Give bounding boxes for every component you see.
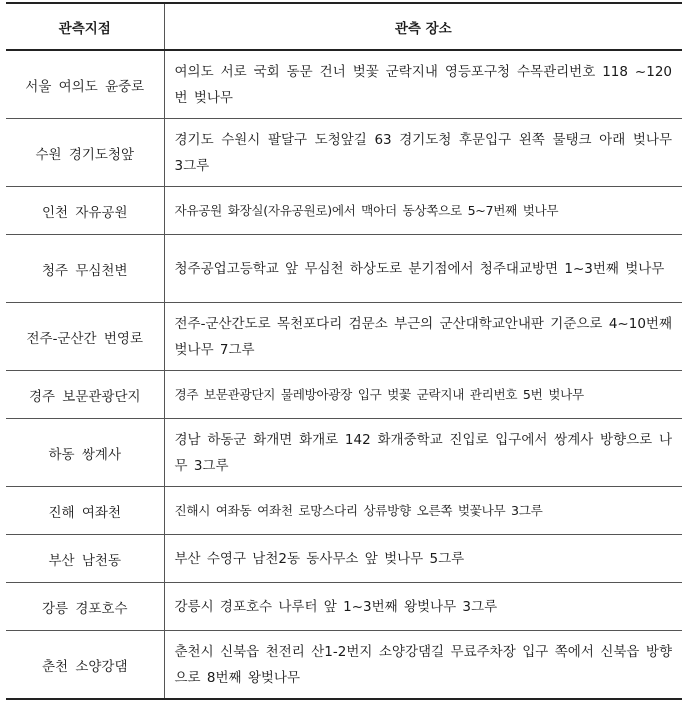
header-place: 관측 장소 [164,3,682,50]
table-body [6,50,682,699]
table-row [6,187,682,235]
table-row [6,119,682,187]
header-location: 관측지점 [6,3,164,50]
table-row [6,631,682,700]
table-row [6,235,682,303]
location-cell: 강릉 경포호수 [6,583,164,631]
table-row [6,535,682,583]
place-cell: 진해시 여좌동 여좌천 로망스다리 상류방향 오른쪽 벚꽃나무 3그루 [164,487,682,535]
location-cell: 서울 여의도 윤중로 [6,50,164,119]
table-row [6,50,682,119]
place-cell: 부산 수영구 남천2동 동사무소 앞 벚나무 5그루 [164,535,682,583]
location-cell: 수원 경기도청앞 [6,119,164,187]
table-row [6,419,682,487]
location-cell: 부산 남천동 [6,535,164,583]
place-cell: 자유공원 화장실(자유공원로)에서 맥아더 동상쪽으로 5~7번째 벚나무 [164,187,682,235]
table-row [6,583,682,631]
place-cell: 전주-군산간도로 목천포다리 검문소 부근의 군산대학교안내판 기준으로 4~10번째 벚나무 7그루 [164,303,682,371]
place-cell: 경남 하동군 화개면 화개로 142 화개중학교 진입로 입구에서 쌍계사 방향으로 나무 3그루 [164,419,682,487]
place-cell: 강릉시 경포호수 나루터 앞 1~3번째 왕벚나무 3그루 [164,583,682,631]
location-cell: 춘천 소양강댐 [6,631,164,700]
place-cell: 청주공업고등학교 앞 무심천 하상도로 분기점에서 청주대교방면 1~3번째 벚나무 [164,235,682,303]
header-row [6,3,682,50]
table-header [6,3,682,50]
location-cell: 진해 여좌천 [6,487,164,535]
place-cell: 경기도 수원시 팔달구 도청앞길 63 경기도청 후문입구 왼쪽 물탱크 아래 벚나무 3그루 [164,119,682,187]
table-row [6,487,682,535]
location-cell: 경주 보문관광단지 [6,371,164,419]
observation-sites-table [6,2,682,700]
place-cell: 경주 보문관광단지 물레방아광장 입구 벚꽃 군락지내 관리번호 5번 벚나무 [164,371,682,419]
table-row [6,371,682,419]
place-cell: 춘천시 신북읍 천전리 산1-2번지 소양강댐길 무료주차장 입구 쪽에서 신북읍 방향으로 8번째 왕벚나무 [164,631,682,700]
table-row [6,303,682,371]
location-cell: 전주-군산간 번영로 [6,303,164,371]
place-cell: 여의도 서로 국회 동문 건너 벚꽃 군락지내 영등포구청 수목관리번호 118 ~120번 벚나무 [164,50,682,119]
location-cell: 인천 자유공원 [6,187,164,235]
location-cell: 청주 무심천변 [6,235,164,303]
location-cell: 하동 쌍계사 [6,419,164,487]
